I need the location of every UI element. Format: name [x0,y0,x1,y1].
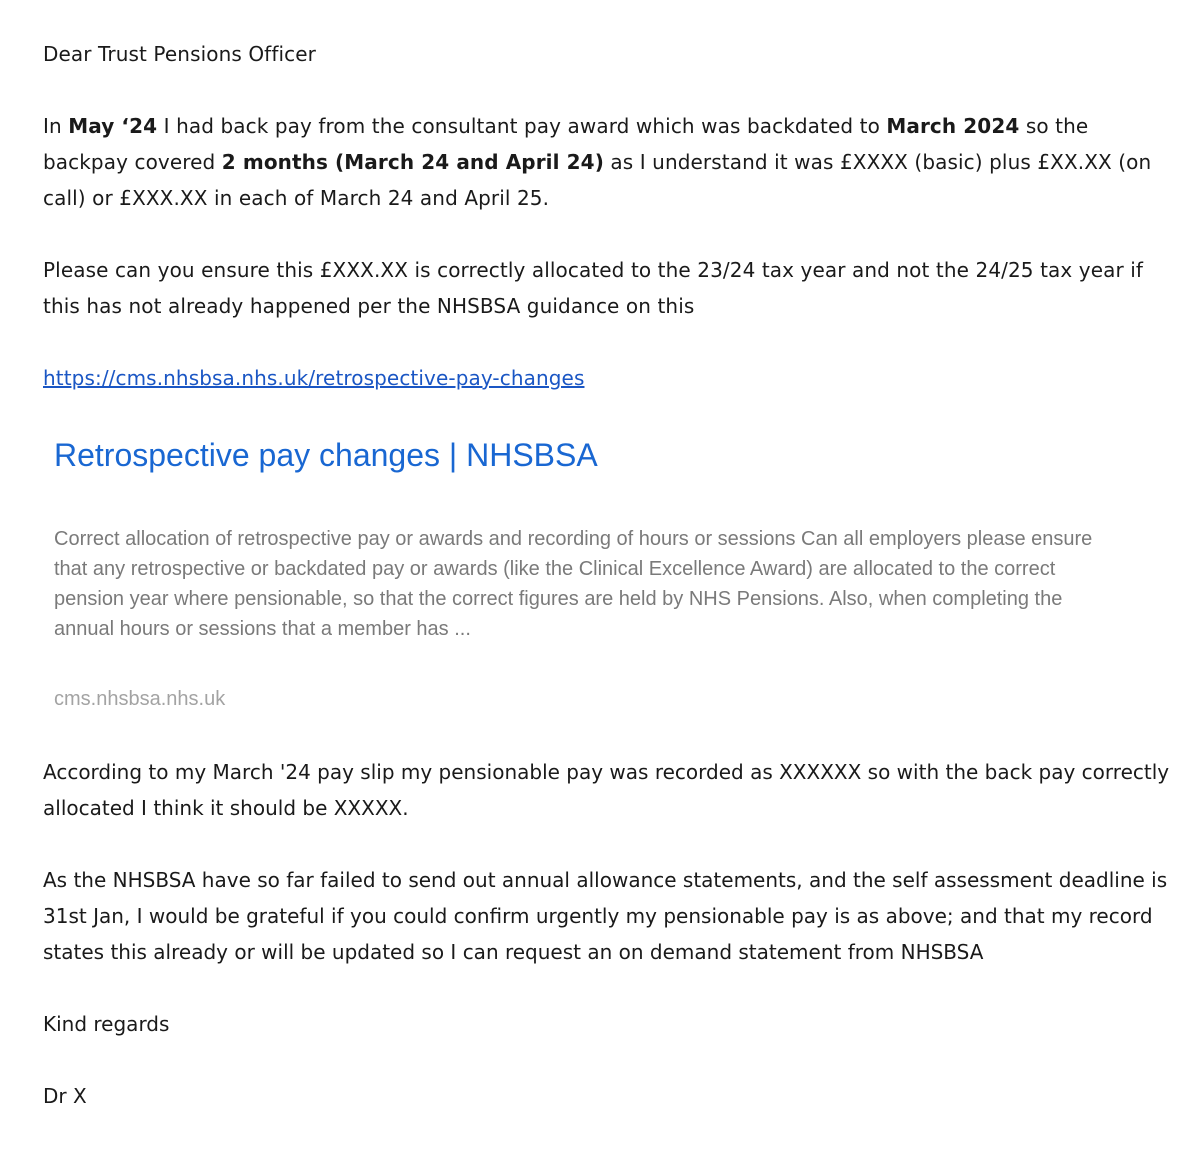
para1-text-4: as I understand it was £XXXX (basic) plus £XX.XX (on call) or £XXX.XX in each of March 24 and April 25. [43,150,1152,210]
para1-text-2: I had back pay from the consultant pay award which was backdated to [157,114,887,138]
paragraph-payslip: According to my March '24 pay slip my pensionable pay was recorded as XXXXXX so with the back pay correctly allocated I think it should be XXXXX. [43,760,1170,820]
paragraph-statements: As the NHSBSA have so far failed to send out annual allowance statements, and the self assessment deadline is 31st Jan, I would be grateful if you could confirm urgently my pensionable pay is as above; and that my record states this already or will be updated so I can request an on demand statement from NHSBSA [43,868,1168,964]
para1-bold-months: 2 months (March 24 and April 24) [221,150,604,174]
guidance-link-line [43,360,1173,396]
para1-text-3: so the backpay covered [43,114,1089,174]
link-preview-card[interactable] [54,430,1134,714]
para1-text-1: In [43,114,69,138]
greeting: Dear Trust Pensions Officer [43,42,316,66]
preview-description: Correct allocation of retrospective pay or awards and recording of hours or sessions Can all employers please ensure that any retrospective or backdated pay or awards (like the Clinical Excellence Award) are allocated to the correct pension year where pensionable, so that the correct figures are held by NHS Pensions. Also, when completing the annual hours or sessions that a member has ... [54,528,1093,640]
paragraph-request: Please can you ensure this £XXX.XX is correctly allocated to the 23/24 tax year and not the 24/25 tax year if this has not already happened per the NHSBSA guidance on this [43,258,1144,318]
guidance-link[interactable]: https://cms.nhsbsa.nhs.uk/retrospective-pay-changes [43,366,585,390]
para1-bold-may: May ‘24 [68,114,158,138]
signature: Dr X [43,1084,87,1108]
letter-body-bottom [43,754,1173,1114]
preview-domain: cms.nhsbsa.nhs.uk [54,688,226,710]
letter-body-top [43,36,1173,396]
preview-title[interactable]: Retrospective pay changes | NHSBSA [54,437,598,473]
closing: Kind regards [43,1012,170,1036]
paragraph-backpay [43,108,1173,216]
para1-bold-march: March 2024 [886,114,1020,138]
